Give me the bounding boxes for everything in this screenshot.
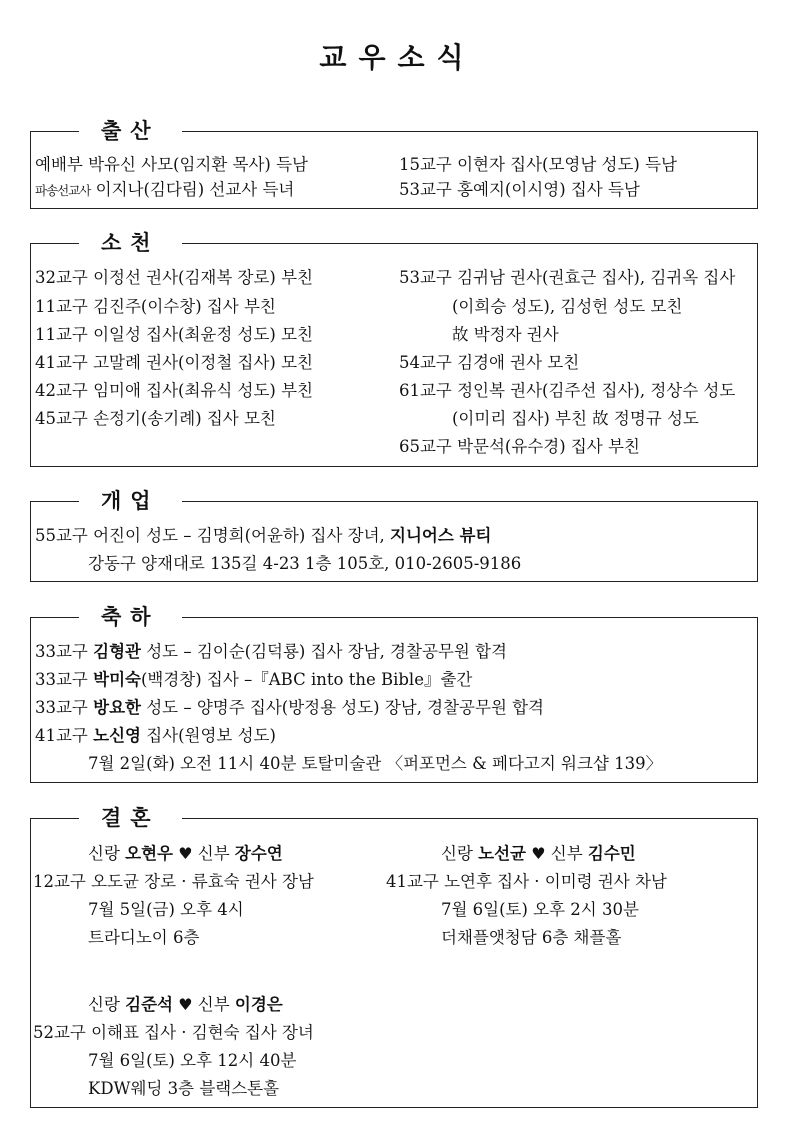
page-title: 교우소식 (319, 41, 476, 74)
congrats-heading: 축하 (79, 602, 182, 632)
condolence-left-0: 32교구 이정선 권사(김재복 장로) 부친 (35, 268, 313, 287)
wedding-family-1: 41교구 노연후 집사 · 이미령 권사 차남 (386, 872, 667, 891)
condolence-left-2: 11교구 이일성 집사(최윤정 성도) 모친 (35, 325, 313, 344)
wedding-family-2: 52교구 이해표 집사 · 김현숙 집사 장녀 (33, 1023, 314, 1042)
congrats-item-0: 33교구 김형관 성도 – 김이순(김덕룡) 집사 장남, 경찰공무원 합격 (35, 642, 507, 661)
bride-name: 김수민 (587, 844, 636, 863)
condolence-right-1: (이희승 성도), 김성헌 성도 모친 (452, 297, 683, 316)
wedding-date-1: 7월 6일(토) 오후 2시 30분 (441, 900, 639, 919)
condolence-left-4: 42교구 임미애 집사(최유식 성도) 부친 (35, 381, 313, 400)
wedding-section (30, 805, 758, 1108)
groom-name: 노선균 (478, 844, 526, 863)
wedding-heading: 결혼 (79, 803, 182, 833)
heart-icon: ♥ (178, 995, 193, 1014)
bride-name: 이경은 (234, 995, 283, 1014)
groom-name: 김준석 (125, 995, 173, 1014)
birth-left-1: 파송선교사 이지나(김다림) 선교사 득녀 (35, 180, 295, 199)
condolence-right-6: 65교구 박문석(유수경) 집사 부친 (399, 437, 640, 456)
birth-prefix: 파송선교사 (35, 183, 91, 198)
condolence-left-5: 45교구 손정기(송기례) 집사 모친 (35, 409, 276, 428)
wedding-venue-0: 트라디노이 6층 (88, 928, 200, 947)
congrats-item-3: 41교구 노신영 집사(원영보 성도) (35, 726, 276, 745)
bride-name: 장수연 (234, 844, 283, 863)
wedding-date-0: 7월 5일(금) 오후 4시 (88, 900, 244, 919)
opening-section (30, 488, 758, 582)
condolence-right-0: 53교구 김귀남 권사(권효근 집사), 김귀옥 집사 (399, 268, 736, 287)
opening-line-1: 55교구 어진이 성도 – 김명희(어윤하) 집사 장녀, 지니어스 뷰티 (35, 526, 492, 545)
groom-name: 오현우 (125, 844, 173, 863)
condolence-right-3: 54교구 김경애 권사 모친 (399, 353, 580, 372)
birth-section (30, 118, 758, 209)
wedding-couple-1: 신랑 노선균 ♥ 신부 김수민 (441, 844, 636, 863)
business-name: 지니어스 뷰티 (390, 526, 492, 545)
wedding-venue-2: KDW웨딩 3층 블랙스톤홀 (88, 1079, 280, 1098)
opening-line-2: 강동구 양재대로 135길 4-23 1층 105호, 010-2605-9186 (88, 554, 522, 573)
wedding-venue-1: 더채플앳청담 6층 채플홀 (441, 928, 622, 947)
opening-heading: 개업 (79, 486, 182, 516)
wedding-family-0: 12교구 오도균 장로 · 류효숙 권사 장남 (33, 872, 314, 891)
condolence-heading: 소천 (79, 228, 182, 258)
condolence-section (30, 230, 758, 467)
congrats-item-1: 33교구 박미숙(백경창) 집사 –『ABC into the Bible』출간 (35, 670, 473, 689)
heart-icon: ♥ (178, 844, 193, 863)
condolence-left-1: 11교구 김진주(이수창) 집사 부친 (35, 297, 276, 316)
birth-prefix: 예배부 (35, 155, 83, 174)
birth-left-0: 예배부 박유신 사모(임지환 목사) 득남 (35, 155, 308, 174)
birth-right-1: 53교구 홍예지(이시영) 집사 득남 (399, 180, 640, 199)
condolence-right-2: 故 박정자 권사 (452, 325, 559, 344)
birth-heading: 출산 (79, 116, 182, 146)
condolence-right-4: 61교구 정인복 권사(김주선 집사), 정상수 성도 (399, 381, 736, 400)
congrats-item-2: 33교구 방요한 성도 – 양명주 집사(방정용 성도) 장남, 경찰공무원 합격 (35, 698, 545, 717)
congrats-event: 7월 2일(화) 오전 11시 40분 토탈미술관 〈퍼포먼스 & 페다고지 워크샵 139〉 (88, 754, 663, 773)
condolence-right-5: (이미리 집사) 부친 故 정명규 성도 (452, 409, 699, 428)
condolence-left-3: 41교구 고말례 권사(이정철 집사) 모친 (35, 353, 313, 372)
wedding-couple-2: 신랑 김준석 ♥ 신부 이경은 (88, 995, 283, 1014)
heart-icon: ♥ (531, 844, 546, 863)
wedding-date-2: 7월 6일(토) 오후 12시 40분 (88, 1051, 297, 1070)
congrats-section (30, 604, 758, 783)
birth-right-0: 15교구 이현자 집사(모영남 성도) 득남 (399, 155, 677, 174)
wedding-couple-0: 신랑 오현우 ♥ 신부 장수연 (88, 844, 283, 863)
